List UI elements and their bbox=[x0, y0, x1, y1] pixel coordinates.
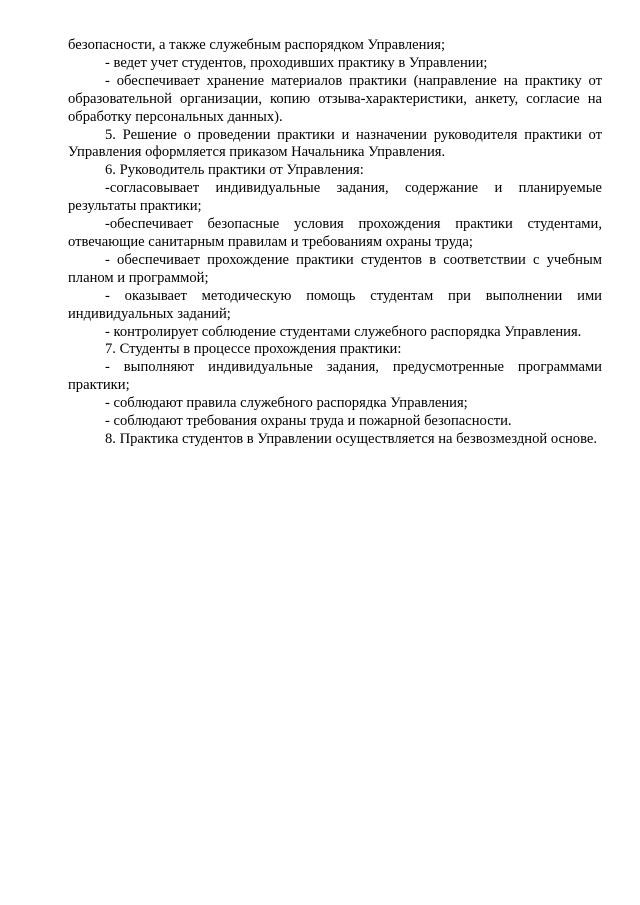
paragraph-curriculum: - обеспечивает прохождение практики студентов в соответствии с учебным планом и программой; bbox=[68, 251, 602, 286]
paragraph-item-8: 8. Практика студентов в Управлении осуществляется на безвозмездной основе. bbox=[105, 430, 598, 447]
paragraph-observe-rules: - соблюдают правила служебного распорядка Управления; bbox=[105, 395, 468, 412]
paragraph-item-5: 5. Решение о проведении практики и назначении руководителя практики от Управления оформляется приказом Начальника Управления. bbox=[68, 126, 602, 161]
document-body bbox=[68, 37, 602, 449]
paragraph-safe-conditions: -обеспечивает безопасные условия прохождения практики студентами, отвечающие санитарным правилам и требованиям охраны труда; bbox=[68, 216, 602, 250]
paragraph-controls-schedule: - контролирует соблюдение студентами служебного распорядка Управления. bbox=[105, 323, 582, 340]
paragraph-methodical-help: - оказывает методическую помощь студентам при выполнении ими индивидуальных заданий; bbox=[68, 287, 602, 322]
paragraph-item-7: 7. Студенты в процессе прохождения практики: bbox=[105, 341, 402, 358]
paragraph-approves-tasks: -согласовывает индивидуальные задания, содержание и планируемые результаты практики; bbox=[68, 180, 602, 215]
paragraph-materials-storage: - обеспечивает хранение материалов практики (направление на практику от образовательной организации, копию отзыва-характеристики, анкету, согласие на обработку персональных данных). bbox=[68, 72, 602, 125]
paragraph-record-keeping: - ведет учет студентов, проходивших практику в Управлении; bbox=[105, 54, 488, 71]
paragraph-continuation: безопасности, а также служебным распорядком Управления; bbox=[68, 37, 446, 53]
paragraph-perform-tasks: - выполняют индивидуальные задания, предусмотренные программами практики; bbox=[68, 359, 602, 394]
paragraph-observe-safety: - соблюдают требования охраны труда и пожарной безопасности. bbox=[105, 413, 512, 430]
paragraph-item-6: 6. Руководитель практики от Управления: bbox=[105, 162, 364, 179]
